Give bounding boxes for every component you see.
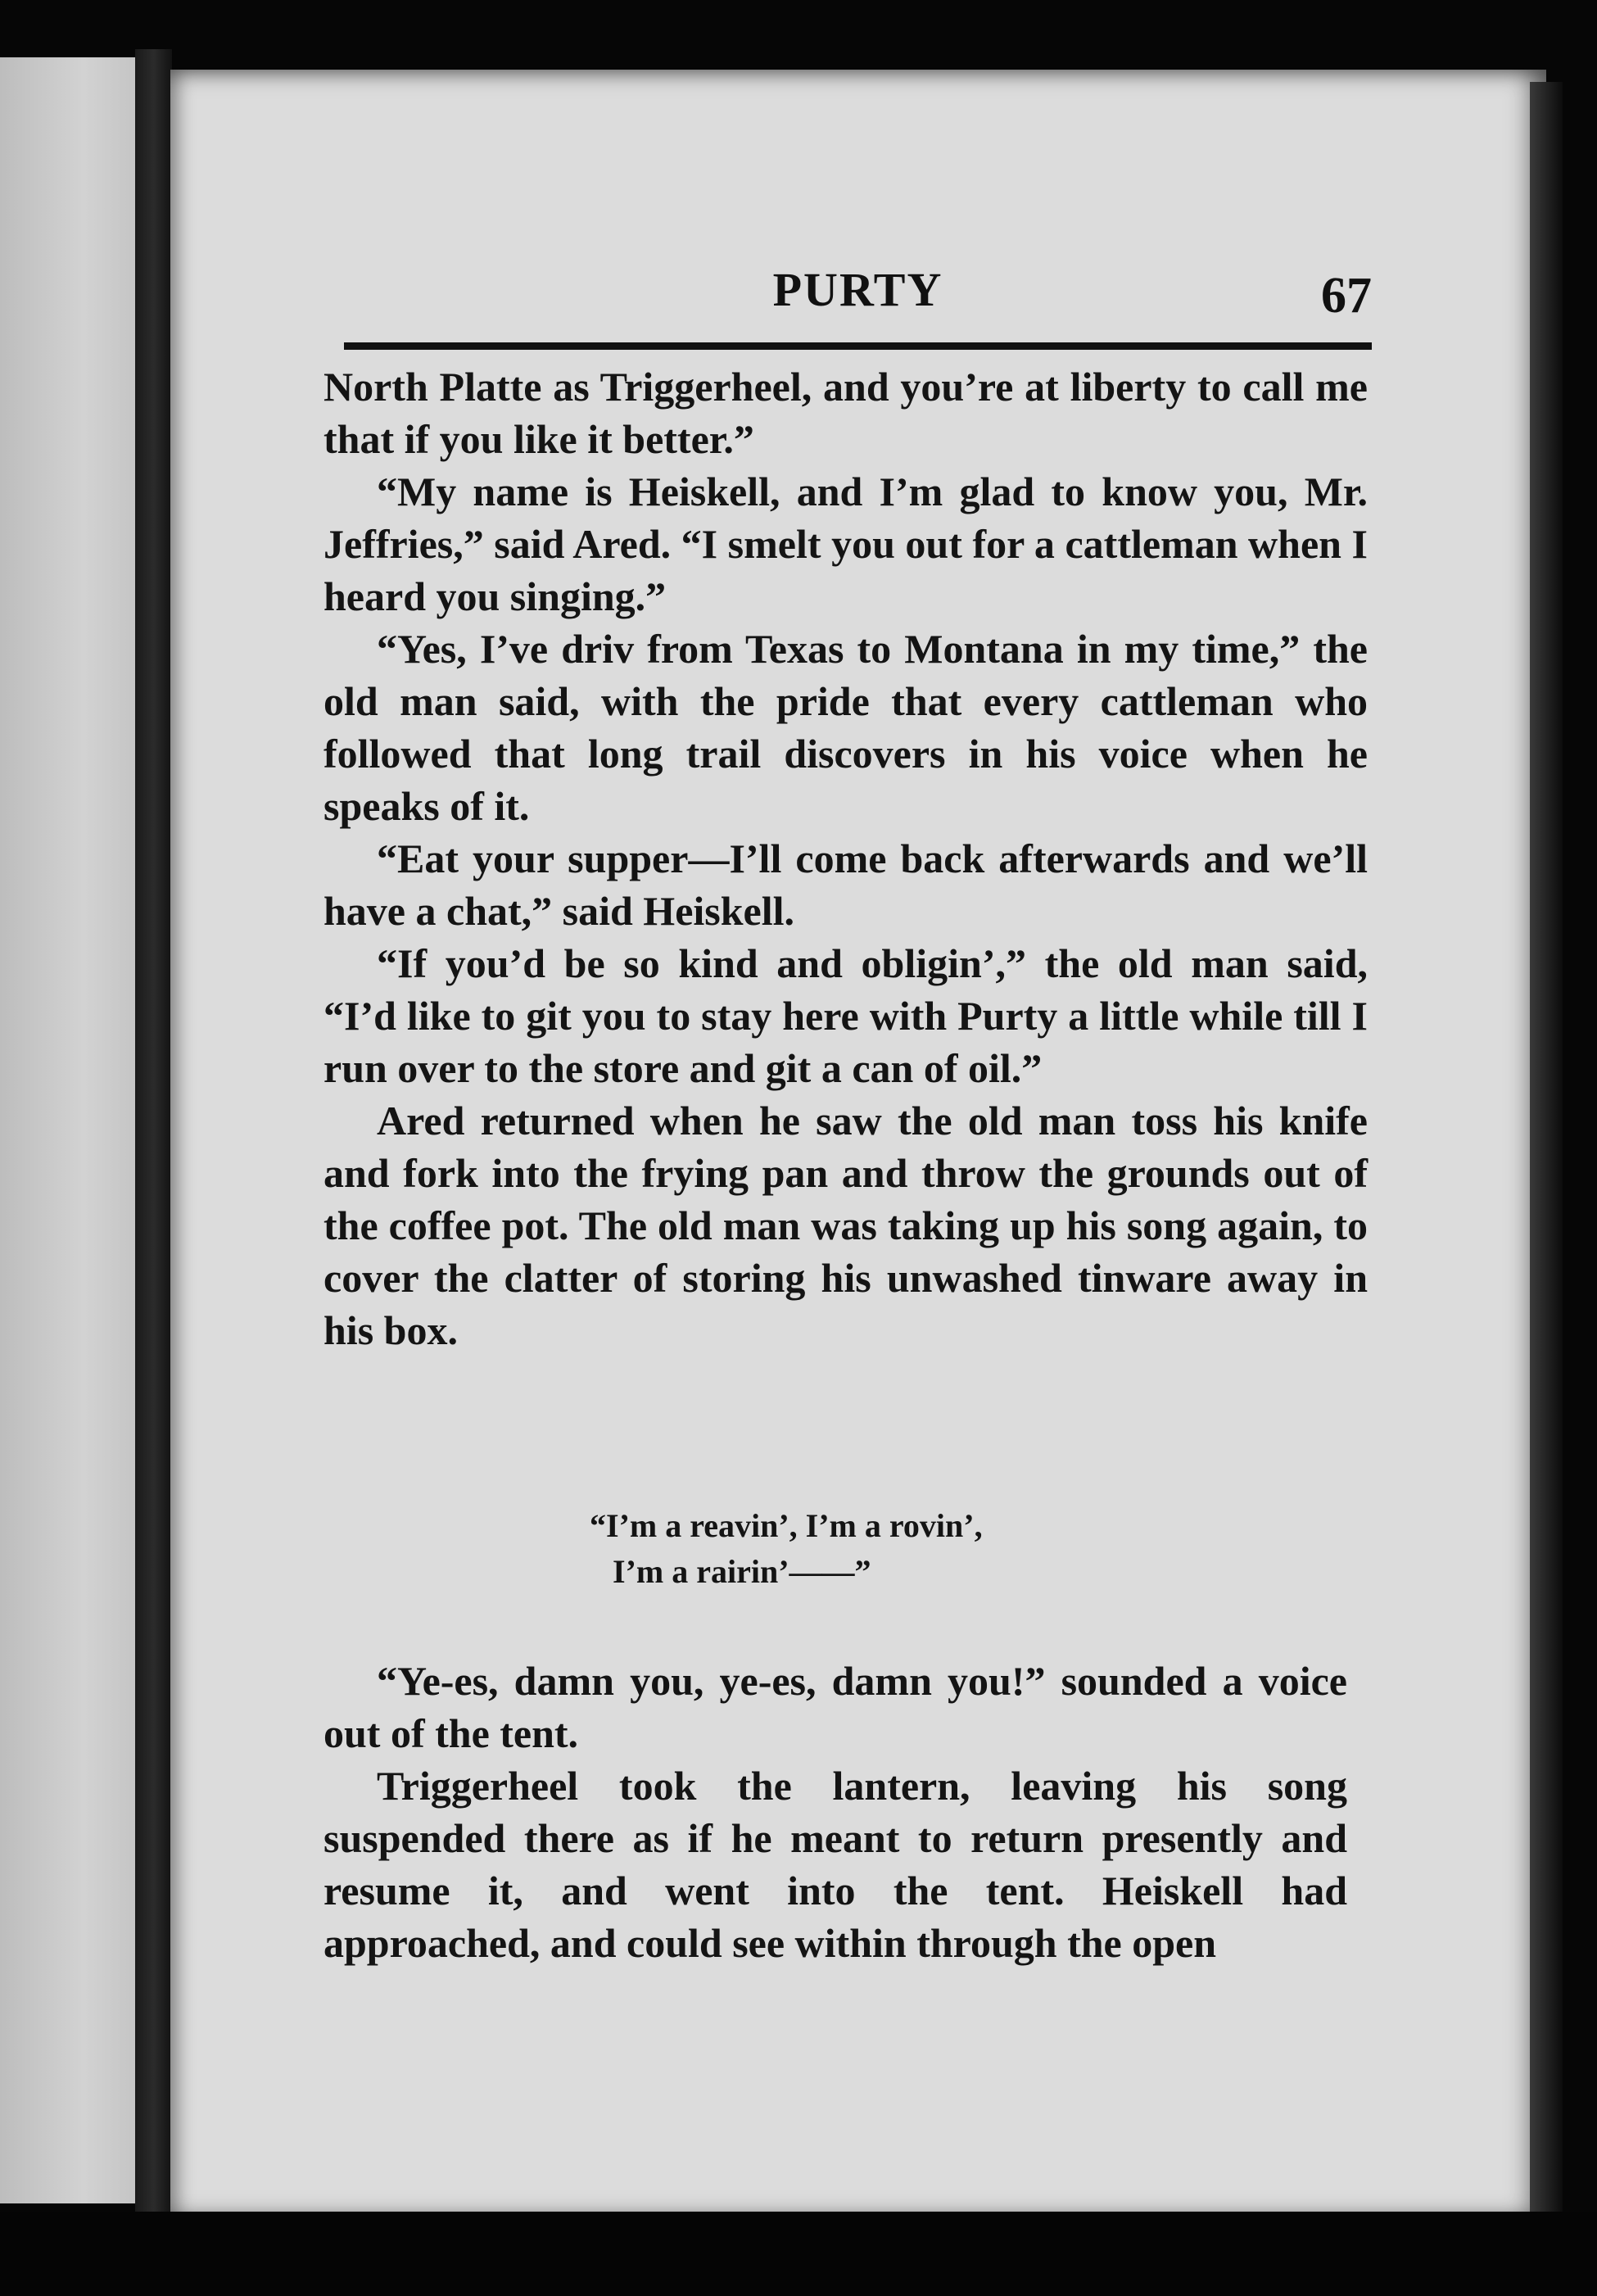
book-spine-shadow	[135, 49, 172, 2220]
song-verse	[590, 1503, 983, 1595]
page-right-edge	[1530, 82, 1563, 2212]
body-text-continued	[323, 1655, 1347, 1969]
paragraph: Ared returned when he saw the old man toss his knife and fork into the frying pan and throw the grounds out of the coffee pot. The old man was taking up his song again, to cover the clatter of storing his unwashed tinware away in his box.	[323, 1098, 1368, 1353]
body-text	[323, 360, 1368, 1356]
scan-bottom-border	[0, 2212, 1597, 2296]
paragraph: “Eat your supper—I’ll come back afterwards and we’ll have a chat,” said Heiskell.	[323, 836, 1368, 934]
paragraph: “Yes, I’ve driv from Texas to Montana in my time,” the old man said, with the pride that every cattleman who followed that long trail discovers in his voice when he speaks of it.	[323, 626, 1368, 829]
left-page-edge	[0, 57, 139, 2203]
running-head-title: PURTY	[772, 263, 943, 316]
page-number: 67	[1321, 268, 1372, 324]
paragraph: “My name is Heiskell, and I’m glad to know you, Mr. Jeffries,” said Ared. “I smelt you out for a cattleman when I heard you singing.”	[323, 469, 1368, 619]
paragraph: “Ye-es, damn you, ye-es, damn you!” sounded a voice out of the tent.	[323, 1658, 1347, 1756]
header-rule	[344, 342, 1372, 350]
paragraph: “If you’d be so kind and obligin’,” the old man said, “I’d like to git you to stay here with Purty a little while till I run over to the store and git a can of oil.”	[323, 940, 1368, 1091]
paragraph: North Platte as Triggerheel, and you’re at liberty to call me that if you like it better.”	[323, 364, 1368, 462]
verse-line: “I’m a reavin’, I’m a rovin’,	[590, 1507, 983, 1544]
verse-line: I’m a rairin’——”	[613, 1553, 871, 1590]
paragraph: Triggerheel took the lantern, leaving his song suspended there as if he meant to return presently and resume it, and went into the tent. Heiskell had approached, and could see within through the open	[323, 1763, 1347, 1966]
running-head	[344, 262, 1372, 328]
